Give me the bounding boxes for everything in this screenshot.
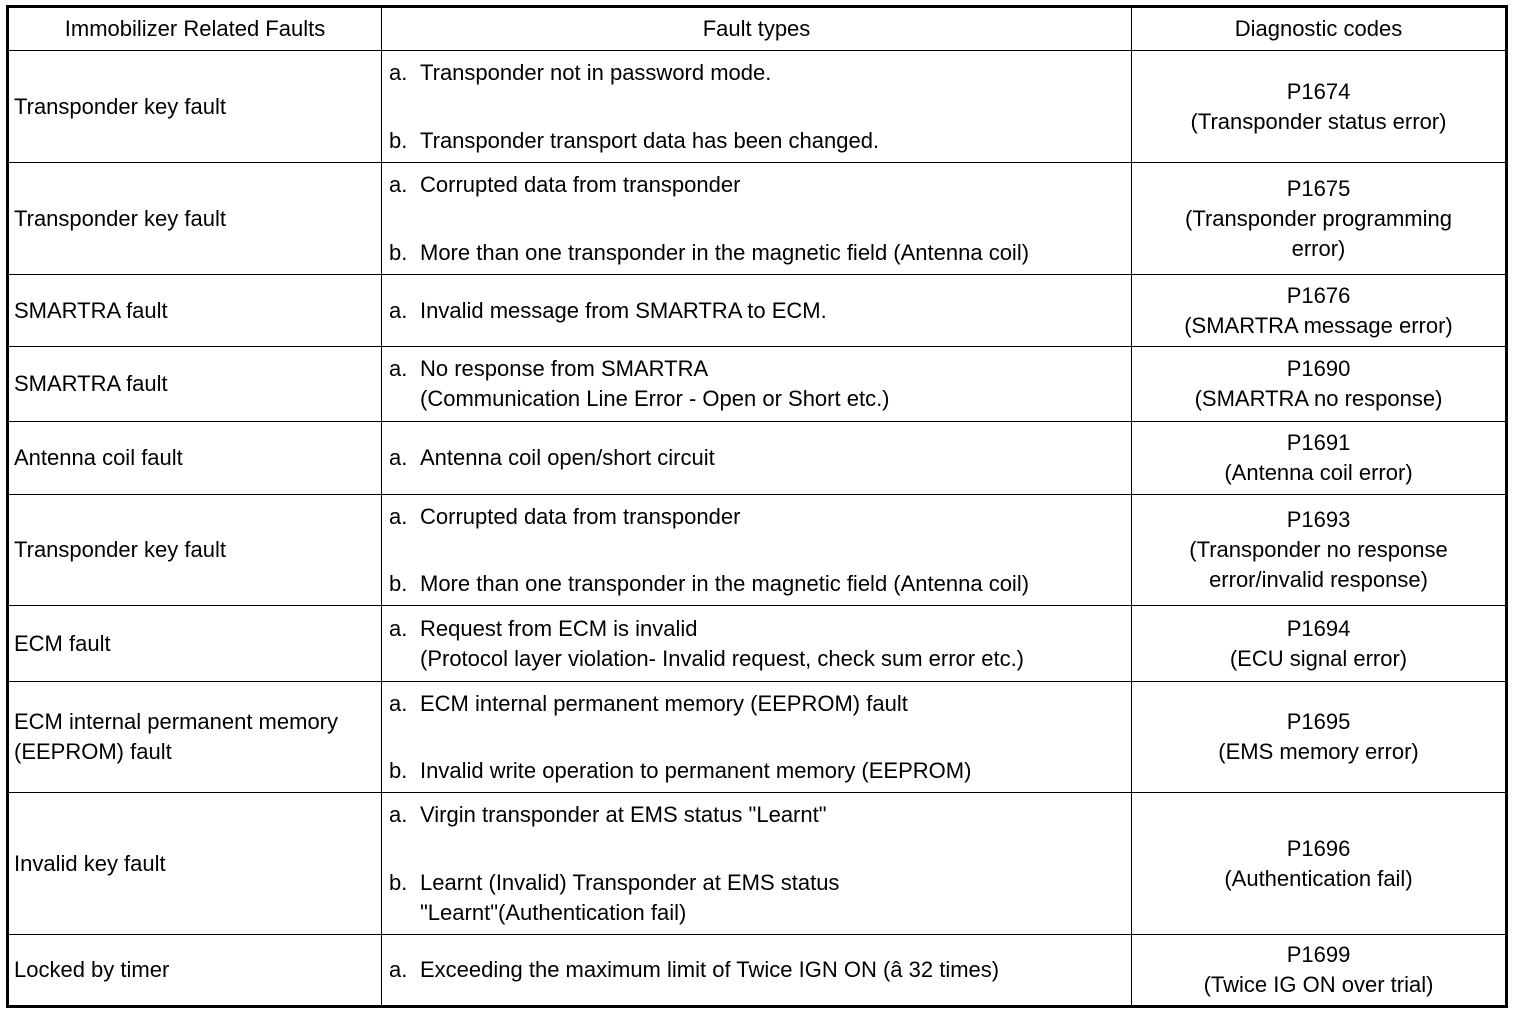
column-header-fault-types: Fault types [382, 7, 1132, 51]
fault-type-list [389, 614, 1131, 674]
diagnostic-code-cell [1132, 347, 1507, 422]
table-row [8, 275, 1507, 347]
fault-types-cell [382, 275, 1132, 347]
diagnostic-code: P1696 [1286, 835, 1351, 861]
fault-type-list [389, 170, 1131, 268]
table-row [8, 495, 1507, 606]
fault-type-list [389, 955, 1131, 985]
fault-name-cell: ECM fault [8, 606, 382, 682]
fault-type-text: Invalid message from SMARTRA to ECM. [420, 297, 827, 323]
fault-type-item [389, 58, 1131, 88]
fault-name-cell: Antenna coil fault [8, 422, 382, 495]
fault-type-text: More than one transponder in the magnetic field (Antenna coil) [420, 239, 1030, 265]
fault-name-cell: Transponder key fault [8, 51, 382, 163]
fault-type-text: Virgin transponder at EMS status "Learnt" [420, 801, 827, 827]
diagnostic-code-cell [1132, 793, 1507, 935]
fault-type-marker: a. [389, 957, 408, 982]
diagnostic-code: P1693 [1286, 507, 1351, 532]
fault-type-text: Corrupted data from transponder [420, 503, 741, 529]
fault-type-item [389, 170, 1131, 200]
fault-type-text: ECM internal permanent memory (EEPROM) fault [420, 690, 908, 716]
fault-type-text: Corrupted data from transponder [420, 171, 741, 197]
diagnostic-code: P1694 [1286, 615, 1351, 641]
diagnostic-code-cell [1132, 422, 1507, 495]
table-row [8, 163, 1507, 275]
fault-type-list [389, 354, 1131, 414]
table-row [8, 51, 1507, 163]
fault-type-marker: a. [389, 615, 408, 641]
fault-type-text: No response from SMARTRA (Communication Line Error - Open or Short etc.) [420, 356, 890, 411]
fault-name-cell: SMARTRA fault [8, 275, 382, 347]
fault-type-item [389, 689, 1131, 719]
diagnostic-code-description: (Transponder no response error/invalid response) [1189, 537, 1448, 592]
table-row [8, 606, 1507, 682]
fault-name-cell: Invalid key fault [8, 793, 382, 935]
diagnostic-code-cell [1132, 163, 1507, 275]
fault-name-cell: Transponder key fault [8, 495, 382, 606]
diagnostic-code-cell [1132, 682, 1507, 793]
fault-type-item [389, 955, 1131, 985]
fault-type-text: Learnt (Invalid) Transponder at EMS status "Learnt"(Authentication fail) [420, 869, 840, 925]
fault-type-text: More than one transponder in the magnetic field (Antenna coil) [420, 570, 1030, 596]
immobilizer-fault-table [6, 5, 1508, 1008]
diagnostic-code-cell [1132, 935, 1507, 1007]
diagnostic-code: P1675 [1286, 175, 1351, 201]
fault-type-marker: a. [389, 445, 408, 470]
fault-type-text: Transponder not in password mode. [420, 59, 772, 85]
fault-type-marker: b. [389, 570, 408, 596]
fault-type-text: Invalid write operation to permanent memory (EEPROM) [420, 757, 972, 783]
fault-types-cell [382, 793, 1132, 935]
column-header-diagnostic-codes: Diagnostic codes [1132, 7, 1507, 51]
diagnostic-code-description: (SMARTRA no response) [1194, 386, 1443, 411]
fault-type-list [389, 296, 1131, 326]
fault-type-item [389, 868, 1131, 928]
table-row [8, 422, 1507, 495]
fault-type-item [389, 126, 1131, 156]
table-row [8, 347, 1507, 422]
fault-type-marker: a. [389, 356, 408, 381]
fault-type-marker: b. [389, 127, 408, 153]
diagnostic-code-description: (Authentication fail) [1224, 865, 1413, 891]
fault-type-marker: a. [389, 690, 408, 716]
table-header-row [8, 7, 1507, 51]
fault-type-text: Antenna coil open/short circuit [420, 445, 715, 470]
table-row [8, 935, 1507, 1007]
fault-type-item [389, 443, 1131, 473]
diagnostic-code: P1691 [1286, 430, 1351, 455]
table-row [8, 793, 1507, 935]
diagnostic-code-description: (Transponder programming error) [1185, 205, 1452, 261]
diagnostic-code: P1690 [1286, 356, 1351, 381]
table-body [8, 51, 1507, 1007]
fault-type-marker: b. [389, 239, 408, 265]
fault-type-item [389, 756, 1131, 786]
diagnostic-code-cell [1132, 275, 1507, 347]
column-header-faults: Immobilizer Related Faults [8, 7, 382, 51]
fault-type-marker: a. [389, 59, 408, 85]
fault-type-list [389, 502, 1131, 599]
fault-types-cell [382, 347, 1132, 422]
table-row [8, 682, 1507, 793]
fault-type-item [389, 296, 1131, 326]
fault-type-marker: b. [389, 869, 408, 895]
fault-type-text: Exceeding the maximum limit of Twice IGN ON (â 32 times) [420, 957, 1000, 982]
fault-type-marker: a. [389, 297, 408, 323]
diagnostic-code-description: (Transponder status error) [1190, 108, 1447, 134]
diagnostic-code: P1699 [1286, 942, 1351, 967]
fault-table-sheet [6, 5, 1508, 1008]
fault-name-cell: Locked by timer [8, 935, 382, 1007]
fault-type-text: Request from ECM is invalid (Protocol layer violation- Invalid request, check sum error etc.) [420, 615, 1025, 671]
diagnostic-code-description: (SMARTRA message error) [1184, 312, 1453, 338]
fault-name-cell: ECM internal permanent memory (EEPROM) fault [8, 682, 382, 793]
fault-type-list [389, 58, 1131, 156]
fault-type-item [389, 238, 1131, 268]
diagnostic-code-description: (Antenna coil error) [1224, 460, 1413, 485]
diagnostic-code-cell [1132, 51, 1507, 163]
fault-type-marker: a. [389, 801, 408, 827]
fault-type-marker: b. [389, 757, 408, 783]
fault-types-cell [382, 935, 1132, 1007]
diagnostic-code-description: (ECU signal error) [1229, 645, 1408, 671]
fault-types-cell [382, 51, 1132, 163]
diagnostic-code-cell [1132, 606, 1507, 682]
diagnostic-code-cell [1132, 495, 1507, 606]
fault-type-item [389, 569, 1131, 599]
fault-name-cell: SMARTRA fault [8, 347, 382, 422]
fault-type-item [389, 354, 1131, 414]
fault-types-cell [382, 682, 1132, 793]
fault-type-item [389, 502, 1131, 532]
fault-type-list [389, 443, 1131, 473]
diagnostic-code-description: (EMS memory error) [1218, 739, 1419, 764]
fault-type-list [389, 689, 1131, 786]
fault-type-marker: a. [389, 503, 408, 529]
fault-type-list [389, 800, 1131, 928]
fault-type-item [389, 614, 1131, 674]
fault-type-marker: a. [389, 171, 408, 197]
fault-types-cell [382, 163, 1132, 275]
diagnostic-code: P1676 [1286, 282, 1351, 308]
diagnostic-code-description: (Twice IG ON over trial) [1203, 972, 1434, 997]
fault-name-cell: Transponder key fault [8, 163, 382, 275]
fault-types-cell [382, 606, 1132, 682]
fault-types-cell [382, 422, 1132, 495]
fault-type-text: Transponder transport data has been changed. [420, 127, 880, 153]
diagnostic-code: P1674 [1286, 78, 1351, 104]
fault-types-cell [382, 495, 1132, 606]
fault-type-item [389, 800, 1131, 830]
diagnostic-code: P1695 [1286, 709, 1351, 734]
